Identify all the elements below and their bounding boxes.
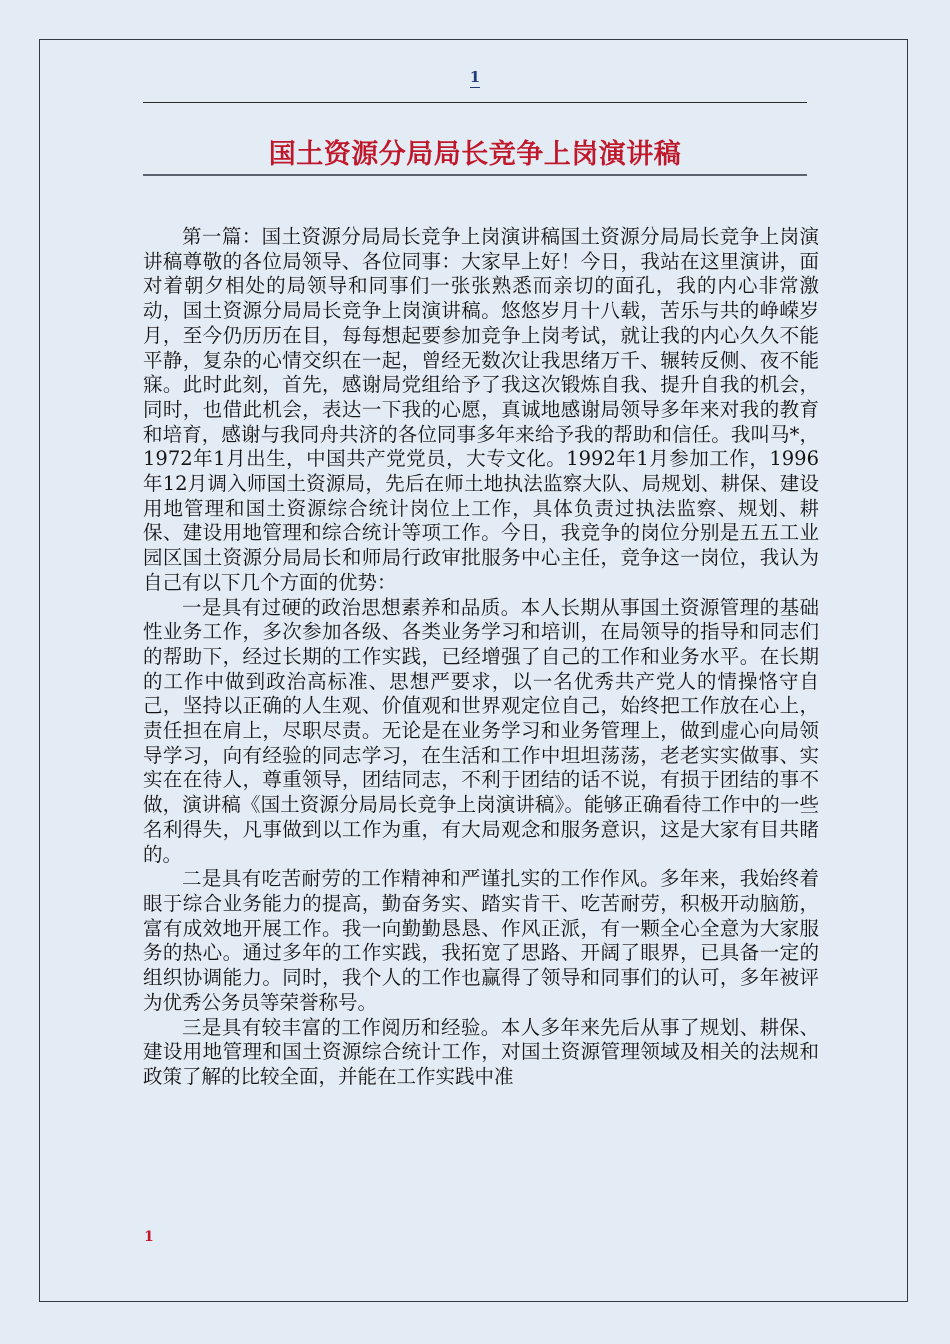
paragraph-1: 第一篇：国土资源分局局长竞争上岗演讲稿国土资源分局局长竞争上岗演讲稿尊敬的各位局领导、各位同事：大家早上好！今日，我站在这里演讲，面对着朝夕相处的局领导和同事们一张张熟悉而亲切的面孔，我的内心非常激动，国土资源分局局长竞争上岗演讲稿。悠悠岁月十八载，苦乐与共的峥嵘岁月，至今仍历历在目，每每想起要参加竞争上岗考试，就让我的内心久久不能平静，复杂的心情交织在一起，曾经无数次让我思绪万千、辗转反侧、夜不能寐。此时此刻，首先，感谢局党组给予了我这次锻炼自我、提升自我的机会，同时，也借此机会，表达一下我的心愿，真诚地感谢局领导多年来对我的教育和培育，感谢与我同舟共济的各位同事多年来给予我的帮助和信任。我叫马*，1972年1月出生，中国共产党党员，大专文化。1992年1月参加工作，1996年12月调入师国土资源局，先后在师土地执法监察大队、局规划、耕保、建设用地管理和国土资源综合统计岗位上工作，具体负责过执法监察、规划、耕保、建设用地管理和综合统计等项工作。今日，我竞争的岗位分别是五五工业园区国土资源分局局长和师局行政审批服务中心主任，竞争这一岗位，我认为自己有以下几个方面的优势： — [143, 225, 819, 594]
footer-page-number: 1 — [144, 1229, 154, 1245]
header-page-number-text: 1 — [469, 68, 481, 86]
document-body — [143, 225, 819, 1090]
header-rule — [143, 102, 807, 103]
paragraph-3: 二是具有吃苦耐劳的工作精神和严谨扎实的工作作风。多年来，我始终着眼于综合业务能力的提高，勤奋务实、踏实肯干、吃苦耐劳，积极开动脑筋，富有成效地开展工作。我一向勤勤恳恳、作风正派，有一颗全心全意为大家服务的热心。通过多年的工作实践，我拓宽了思路、开阔了眼界，已具备一定的组织协调能力。同时，我个人的工作也赢得了领导和同事们的认可，多年被评为优秀公务员等荣誉称号。 — [143, 867, 819, 1014]
paragraph-4: 三是具有较丰富的工作阅历和经验。本人多年来先后从事了规划、耕保、建设用地管理和国土资源综合统计工作，对国土资源管理领域及相关的法规和政策了解的比较全面，并能在工作实践中准 — [143, 1015, 819, 1088]
paragraph-2: 一是具有过硬的政治思想素养和品质。本人长期从事国土资源管理的基础性业务工作，多次参加各级、各类业务学习和培训，在局领导的指导和同志们的帮助下，经过长期的工作实践，已经增强了自己的工作和业务水平。在长期的工作中做到政治高标准、思想严要求，以一名优秀共产党人的情操恪守自己，坚持以正确的人生观、价值观和世界观定位自己，始终把工作放在心上，责任担在肩上，尽职尽责。无论是在业务学习和业务管理上，做到虚心向局领导学习，向有经验的同志学习，在生活和工作中坦坦荡荡，老老实实做事、实实在在待人，尊重领导，团结同志，不利于团结的话不说，有损于团结的事不做，演讲稿《国土资源分局局长竞争上岗演讲稿》。能够正确看待工作中的一些名利得失，凡事做到以工作为重，有大局观念和服务意识，这是大家有目共睹的。 — [143, 595, 819, 866]
header-page-number — [0, 68, 950, 86]
document-title: 国土资源分局局长竞争上岗演讲稿 — [268, 139, 682, 170]
title-rule — [143, 174, 807, 176]
